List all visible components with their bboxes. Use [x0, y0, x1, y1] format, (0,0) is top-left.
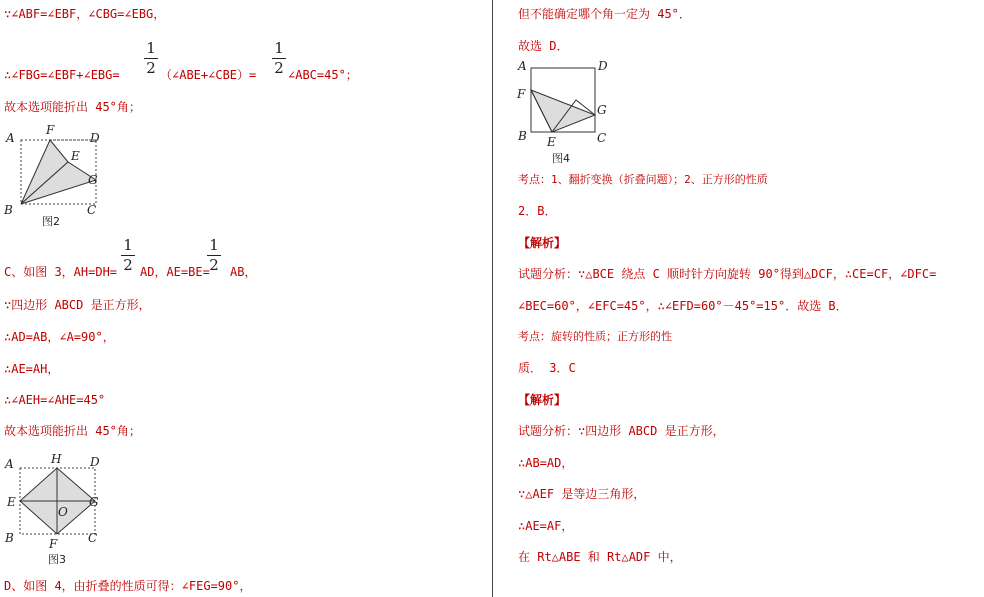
section-heading: 【解析】	[518, 393, 567, 407]
text-line: ∠BEC=60°，∠EFC=45°，∴∠EFD=60°－45°=15°．故选 B．	[518, 299, 848, 313]
text-line: ∵△AEF 是等边三角形，	[518, 487, 646, 501]
vertex-label: B	[4, 203, 13, 217]
text-line: AD，AE=BE=	[140, 265, 210, 279]
vertex-label: G	[89, 495, 99, 509]
text-line: 试题分析：∵△BCE 绕点 C 顺时针方向旋转 90°得到△DCF，∴CE=CF，∠DFC=	[518, 267, 937, 281]
fraction-half: 1 2	[272, 41, 286, 76]
figure-caption: 图2	[42, 215, 60, 228]
text-line: 故本选项能折出 45°角；	[4, 100, 141, 114]
text-line: ∴AD=AB，∠A=90°，	[4, 330, 115, 344]
vertex-label: B	[518, 129, 527, 143]
text-line: ∴AE=AF，	[518, 519, 574, 533]
text-line: ∠ABC=45°；	[288, 68, 358, 82]
right-column	[496, 0, 984, 597]
vertex-label: H	[51, 452, 62, 466]
text-line: 在 Rt△ABE 和 Rt△ADF 中，	[518, 550, 682, 564]
fraction-half: 1 2	[121, 238, 135, 273]
vertex-label: D	[90, 131, 100, 145]
text-line: ∴AE=AH，	[4, 362, 60, 376]
vertex-label: F	[49, 537, 58, 551]
vertex-label: F	[517, 87, 526, 101]
figure-2	[0, 122, 110, 230]
column-divider	[492, 0, 493, 597]
text-line: AB，	[230, 265, 257, 279]
vertex-label: G	[597, 103, 607, 117]
vertex-label: E	[71, 149, 80, 163]
text-line: C、如图 3，AH=DH=	[4, 265, 118, 279]
vertex-label: B	[5, 531, 14, 545]
fraction-half: 1 2	[207, 238, 221, 273]
text-line: ∵∠ABF=∠EBF，∠CBG=∠EBG，	[4, 7, 166, 21]
section-heading: 【解析】	[518, 236, 567, 250]
vertex-label: D	[598, 59, 608, 73]
text-line: 考点：1、翻折变换（折叠问题）；2、正方形的性质	[518, 173, 768, 186]
text-line: 故本选项能折出 45°角；	[4, 424, 141, 438]
vertex-label: E	[7, 495, 16, 509]
text-line: 质． 3．C	[518, 361, 576, 375]
text-line: 试题分析：∵四边形 ABCD 是正方形，	[518, 424, 725, 438]
figure-3	[0, 450, 110, 568]
vertex-label: C	[88, 531, 98, 545]
figure-caption: 图3	[48, 553, 66, 566]
vertex-label: A	[5, 457, 14, 471]
figure-4	[516, 56, 616, 166]
text-line: D、如图 4，由折叠的性质可得：∠FEG=90°，	[4, 579, 252, 593]
vertex-label: F	[46, 123, 55, 137]
text-line: 但不能确定哪个角一定为 45°．	[518, 7, 691, 21]
text-line: 2．B．	[518, 204, 557, 218]
text-line: ∴∠AEH=∠AHE=45°	[4, 393, 106, 407]
fraction-half: 1 2	[144, 41, 158, 76]
vertex-label: G	[88, 173, 98, 187]
vertex-label: A	[518, 59, 527, 73]
vertex-label: C	[597, 131, 607, 145]
text-line: 故选 D．	[518, 39, 569, 53]
vertex-label: E	[547, 135, 556, 149]
text-line: （∠ABE+∠CBE）=	[160, 68, 257, 82]
vertex-label: A	[6, 131, 15, 145]
text-line: ∴AB=AD，	[518, 456, 574, 470]
vertex-label: O	[58, 505, 68, 519]
text-line: 考点：旋转的性质；正方形的性	[518, 330, 672, 343]
vertex-label: C	[87, 203, 97, 217]
figure-caption: 图4	[552, 152, 570, 165]
text-line: ∴∠FBG=∠EBF+∠EBG=	[4, 68, 120, 82]
vertex-label: D	[90, 455, 100, 469]
text-line: ∵四边形 ABCD 是正方形，	[4, 298, 151, 312]
